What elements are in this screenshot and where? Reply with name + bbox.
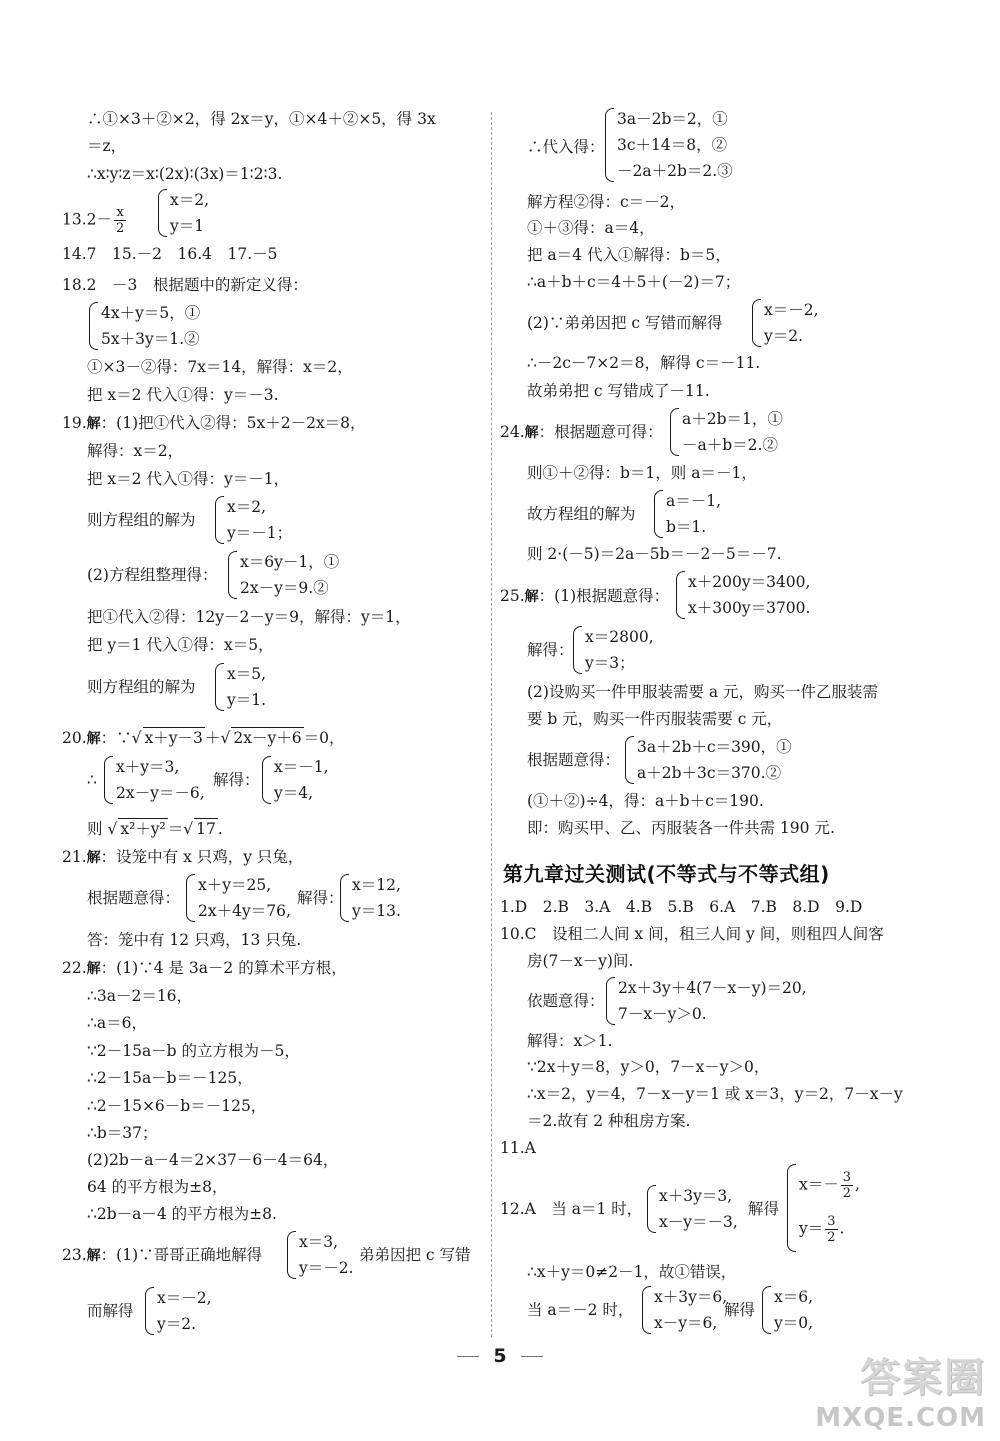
q13-answer <box>62 205 128 236</box>
row: 4x＋y＝5，① <box>101 304 201 322</box>
denominator: 2 <box>842 1186 852 1201</box>
row: x＝12, <box>352 876 401 894</box>
text-line: ∴a＝6， <box>87 1014 147 1032</box>
radicand: x²＋y² <box>120 820 166 838</box>
denominator: 2 <box>827 1230 836 1245</box>
watermark-url: MXQE.COM <box>815 1403 986 1433</box>
numerator: 3 <box>842 1170 852 1185</box>
text: 解得： <box>527 641 574 659</box>
q23-line <box>62 1245 262 1266</box>
fraction <box>825 1214 837 1245</box>
q21-line <box>62 847 303 868</box>
row: x＝2800, <box>585 628 654 646</box>
brace <box>606 977 615 1025</box>
text-line: ∴①×3＋②×2，得 2x＝y，①×4＋②×5，得 3x <box>87 110 436 128</box>
text: ∴代入得： <box>527 138 605 156</box>
denominator: 2 <box>116 221 125 236</box>
text-line: 答：笼中有 12 只鸡，13 只兔. <box>87 931 302 949</box>
brace <box>145 1287 154 1335</box>
text-line: (2)方程组整理得： <box>87 566 218 584</box>
brace <box>262 756 271 804</box>
fraction <box>841 1170 853 1201</box>
row: －a＋b＝2.② <box>682 436 778 454</box>
text-line: 则方程组的解为 <box>87 511 196 529</box>
row: 7－x－y＞0. <box>618 1005 707 1023</box>
text: 解得 <box>724 1301 756 1319</box>
row: x－y＝－3, <box>659 1213 738 1231</box>
row: 2x＋3y＋4(7－x－y)＝20, <box>618 979 807 997</box>
text: 而解得 <box>87 1302 134 1320</box>
radicand: 2x－y＋6 <box>233 729 302 747</box>
text: ∴ <box>87 771 97 789</box>
text: 故方程组的解为 <box>527 505 636 523</box>
text-line: ∴2－15a－b＝－125， <box>87 1069 253 1087</box>
row: 3a＋2b＋c＝390，① <box>637 738 792 756</box>
brace <box>762 1286 771 1334</box>
label: 解 <box>86 961 101 977</box>
label: 解 <box>86 416 101 432</box>
number: 24. <box>500 423 525 441</box>
text: ：根据题意可得： <box>538 423 663 441</box>
row: x＝6y－1，① <box>240 553 340 571</box>
brace <box>654 490 663 538</box>
text-line: 则方程组的解为 <box>87 678 196 696</box>
number: 25. <box>500 587 525 605</box>
text-line: ①×3－②得：7x＝14，解得：x＝2， <box>87 358 353 376</box>
row: x＝2, <box>227 498 267 516</box>
brace <box>625 736 634 784</box>
row: x＋3y＝3, <box>659 1187 733 1205</box>
text-line: 1.D 2.B 3.A 4.B 5.B 6.A 7.B 8.D 9.D <box>500 898 863 916</box>
brace <box>676 571 685 619</box>
text-line: ＝z， <box>87 137 127 155</box>
text-line: ∴x＋y＝0≠2－1，故①错误， <box>527 1263 737 1281</box>
text-line: ∴x∶y∶z＝x∶(2x)∶(3x)＝1∶2∶3. <box>87 165 283 183</box>
row: x＝－1, <box>274 758 329 776</box>
text: x＝－ <box>799 1175 839 1194</box>
row: 5x＋3y＝1.② <box>101 330 200 348</box>
text-line: 即：购买甲、乙、丙服装各一件共需 190 元. <box>527 819 835 837</box>
text-line: 把 x＝2 代入①得：y＝－1， <box>87 470 290 488</box>
row: x－y＝6, <box>654 1314 718 1332</box>
q25-line <box>500 586 669 607</box>
text-line: 解方程②得：c＝－2， <box>527 193 686 211</box>
row: a＝－1, <box>666 492 722 510</box>
row: y＝0, <box>774 1314 814 1332</box>
brace <box>287 1231 296 1279</box>
text-line: ∴3a－2＝16， <box>87 987 193 1005</box>
text: 12.A 当 a＝1 时， <box>500 1200 643 1218</box>
text-line: 64 的平方根为±8， <box>87 1178 228 1196</box>
brace <box>605 108 614 182</box>
q19-line <box>62 413 366 434</box>
text-line: 则①＋②得：b＝1，则 a＝－1， <box>527 464 757 482</box>
brace <box>573 626 582 674</box>
text: ＋ <box>204 729 221 747</box>
label: 解 <box>86 731 101 747</box>
fraction <box>114 205 126 236</box>
text-line: 把 a＝4 代入①解得：b＝5， <box>527 246 731 264</box>
row: x＝－2, <box>157 1289 212 1307</box>
row: 2x－y＝9.② <box>240 579 329 597</box>
text-line: ∴－2c－7×2＝8，解得 c＝－11. <box>527 354 761 372</box>
number: 21. <box>62 848 87 866</box>
text-line: (2)2b－a－4＝2×37－6－4＝64， <box>87 1151 339 1169</box>
brace <box>89 302 98 350</box>
row: y＝1 <box>170 217 205 235</box>
text-line: 解得：x＞1. <box>527 1032 613 1050</box>
text-line: ∴x＝2，y＝4，7－x－y＝1 或 x＝3，y＝2，7－x－y <box>527 1085 903 1103</box>
text-line: ①＋③得：a＝4， <box>527 219 655 237</box>
row: －2a＋2b＝2.③ <box>617 162 733 180</box>
row: 3a－2b＝2，① <box>617 110 728 128</box>
q22-line <box>62 958 347 979</box>
watermark-logo-text: 答案圈 <box>860 1355 986 1401</box>
text-line: 故弟弟把 c 写错成了－11. <box>527 382 710 400</box>
text: 根据题意得： <box>527 751 621 769</box>
column-divider <box>491 112 492 1337</box>
text-line: 18.2 －3 根据题中的新定义得： <box>62 276 308 294</box>
text: ＝0， <box>303 729 345 747</box>
row: x＋y＝3, <box>116 758 180 776</box>
brace <box>215 496 224 544</box>
row: 2x＋4y＝76, <box>198 902 291 920</box>
text-line: ∴a＋b＋c＝4＋5＋(－2)＝7； <box>527 273 741 291</box>
row: x＋200y＝3400, <box>688 573 811 591</box>
text: ：(1)∵4 是 3a－2 的算术平方根， <box>100 959 347 977</box>
text: ：(1)∵哥哥正确地解得 <box>100 1246 263 1264</box>
row: x＋3y＝6, <box>654 1288 728 1306</box>
row: a＋2b＝1，① <box>682 410 783 428</box>
numerator: x <box>114 205 126 221</box>
brace <box>642 1286 651 1334</box>
row: y＝4, <box>274 784 314 802</box>
text-line: (2)设购买一件甲服装需要 a 元，购买一件乙服装需 <box>527 683 879 701</box>
row: 3c＋14＝8，② <box>617 136 728 154</box>
text-line: ∴2－15×6－b＝－125， <box>87 1097 267 1115</box>
row: x＝－2, <box>764 301 819 319</box>
text-line: 把 x＝2 代入①得：y＝－3. <box>87 386 279 404</box>
watermark <box>815 1346 986 1433</box>
brace <box>228 551 237 599</box>
text: y＝ <box>799 1219 824 1238</box>
text-line: (①＋②)÷4，得：a＋b＋c＝190. <box>527 792 764 810</box>
brace <box>752 299 761 347</box>
text: ：(1)根据题意得： <box>538 587 670 605</box>
text-line: 11.A <box>500 1139 536 1157</box>
text: ：设笼中有 x 只鸡，y 只兔， <box>100 848 304 866</box>
q20-line: 20.解：∵√ x＋y－3 ＋√ 2x－y＋6 ＝0， <box>62 729 345 747</box>
text: 弟弟因把 c 写错 <box>359 1246 471 1264</box>
text: (2)∵弟弟因把 c 写错而解得 <box>527 314 723 332</box>
label: 解 <box>86 850 101 866</box>
row: x＝6, <box>774 1288 814 1306</box>
number: 19. <box>62 414 87 432</box>
row: 2x－y＝－6, <box>116 784 205 802</box>
text-line: ∵2x＋y＝8，y＞0，7－x－y＞0， <box>527 1058 770 1076</box>
chapter-title: 第九章过关测试(不等式与不等式组) <box>503 862 830 886</box>
text-line: ∴b＝37； <box>87 1124 158 1142</box>
row: y＝2. <box>157 1315 197 1333</box>
text: ＝ <box>167 820 184 838</box>
row: y＝1. <box>227 691 267 709</box>
text-line: 解得：x＝2， <box>87 442 184 460</box>
row: x＝3, <box>299 1233 339 1251</box>
text: 依题意得： <box>527 992 605 1010</box>
radicand: 17 <box>196 820 216 838</box>
text-line: ∴2b－a－4 的平方根为±8. <box>87 1205 277 1223</box>
text-line: 房(7－x－y)间. <box>527 952 634 970</box>
label: 解 <box>524 425 539 441</box>
brace <box>158 189 167 237</box>
row: y＝2. <box>764 327 804 345</box>
brace <box>186 874 195 922</box>
radicand: x＋y－3 <box>144 729 203 747</box>
row: x＋y＝25, <box>198 876 272 894</box>
text-line: ∵2－15a－b 的立方根为－5， <box>87 1042 300 1060</box>
text: 解得： <box>297 889 344 907</box>
brace <box>340 874 349 922</box>
text: 13.2－ <box>62 210 113 229</box>
text: 解得： <box>213 771 260 789</box>
text: 当 a＝－2 时， <box>527 1301 634 1319</box>
text: . <box>217 820 223 838</box>
row: x＝5, <box>227 665 267 683</box>
text-line: 要 b 元，购买一件丙服装需要 c 元， <box>527 710 783 728</box>
row: y＝13. <box>352 902 401 920</box>
label: 解 <box>86 1248 101 1264</box>
row: a＋2b＋3c＝370.② <box>637 764 782 782</box>
brace <box>647 1185 656 1233</box>
page-number-text: 5 <box>493 1345 507 1367</box>
row: b＝1. <box>666 518 707 536</box>
label: 解 <box>524 589 539 605</box>
text: 则 <box>87 820 103 838</box>
divider <box>521 1356 543 1357</box>
text: ：∵ <box>100 729 132 747</box>
text-line: ＝2.故有 2 种租房方案. <box>527 1112 691 1130</box>
number: 22. <box>62 959 87 977</box>
brace <box>104 756 113 804</box>
number: 23. <box>62 1246 87 1264</box>
text: 根据题意得： <box>87 889 181 907</box>
text-line: 把 y＝1 代入①得：x＝5， <box>87 636 274 654</box>
row: x＝2, <box>170 191 210 209</box>
text-line: 10.C 设租二人间 x 间，租三人间 y 间，则租四人间客 <box>500 925 884 943</box>
numerator: 3 <box>827 1214 836 1229</box>
brace <box>670 408 679 456</box>
q24-line <box>500 422 663 443</box>
row: y＝ $\frac{3}{2}$ . <box>799 1214 845 1245</box>
row: x＋300y＝3700. <box>688 599 811 617</box>
divider <box>457 1356 479 1357</box>
q20-result: 则 √ x²＋y² ＝√ 17 . <box>87 820 223 838</box>
text: 解得 <box>748 1200 780 1218</box>
row: y＝－2. <box>299 1259 354 1277</box>
brace <box>787 1164 796 1252</box>
number: 20. <box>62 729 87 747</box>
row: y＝3； <box>585 654 635 672</box>
text-line: 14.7 15.－2 16.4 17.－5 <box>62 245 278 263</box>
text-line: 则 2·(－5)＝2a－5b＝－2－5＝－7. <box>527 545 782 563</box>
row: y＝－1； <box>227 524 293 542</box>
brace <box>215 663 224 711</box>
text-line: 把①代入②得：12y－2－y＝9，解得：y＝1， <box>87 608 411 626</box>
row: x＝－ $\frac{3}{2}$ , <box>799 1170 860 1201</box>
text: ：(1)把①代入②得：5x＋2－2x＝8， <box>100 414 366 432</box>
